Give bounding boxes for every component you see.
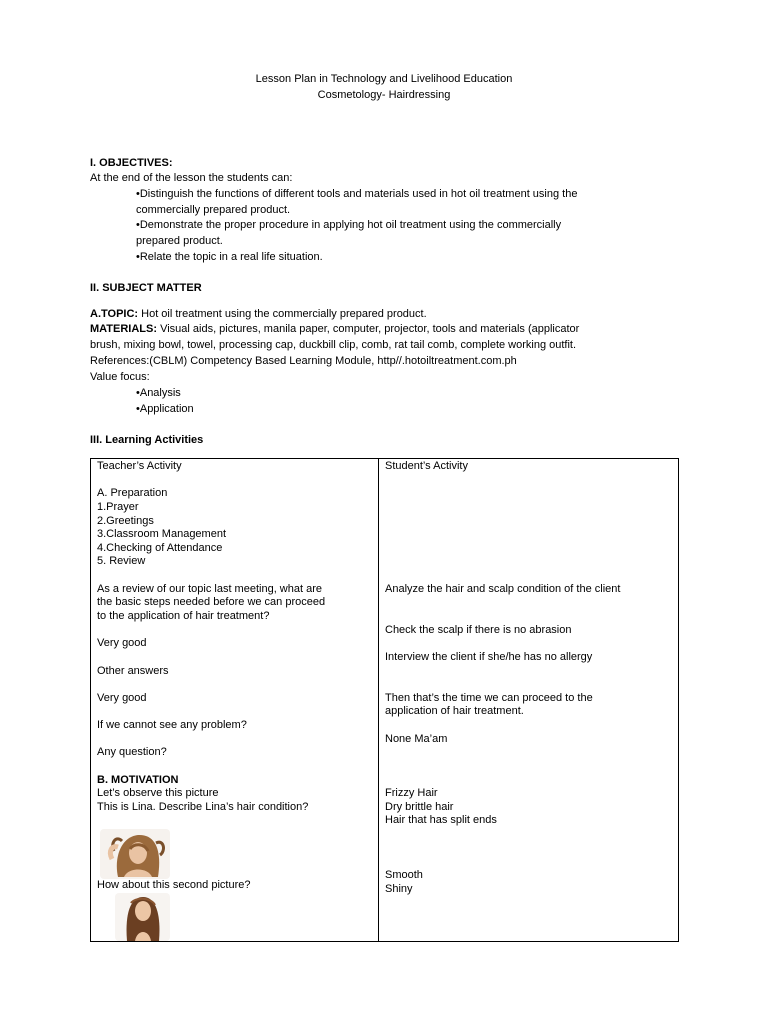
teacher-line: As a review of our topic last meeting, what are (97, 583, 322, 595)
materials-text: Visual aids, pictures, manila paper, computer, projector, tools and materials (applicator (157, 323, 580, 335)
teacher-line: 4.Checking of Attendance (97, 542, 223, 554)
student-line: None Ma’am (385, 733, 448, 745)
student-line: Analyze the hair and scalp condition of the client (385, 583, 621, 595)
frizzy-hair-photo (100, 829, 170, 879)
teacher-line: 1.Prayer (97, 501, 139, 513)
value-focus-label: Value focus: (90, 371, 150, 383)
student-line: Then that’s the time we can proceed to the (385, 692, 593, 704)
teacher-line: B. MOTIVATION (97, 774, 179, 786)
teacher-line: 3.Classroom Management (97, 528, 227, 540)
references-line: References:(CBLM) Competency Based Learning Module, http//.hotoiltreatment.com.ph (90, 355, 517, 367)
student-line: Interview the client if she/he has no allergy (385, 651, 593, 663)
teacher-line: If we cannot see any problem? (97, 719, 247, 731)
objective-line: commercially prepared product. (136, 204, 291, 216)
value-item: •Analysis (136, 387, 181, 399)
teacher-line: Other answers (97, 665, 169, 677)
teacher-line: Let’s observe this picture (97, 787, 219, 799)
teacher-line: to the application of hair treatment? (97, 610, 270, 622)
objective-line: •Distinguish the functions of different tools and materials used in hot oil treatment using the (136, 188, 578, 200)
topic-line (90, 307, 427, 321)
teacher-line: Very good (97, 637, 147, 649)
student-line: Frizzy Hair (385, 787, 438, 799)
teacher-line: 5. Review (97, 555, 146, 567)
topic-label: A.TOPIC: (90, 308, 139, 320)
doc-subtitle: Cosmetology- Hairdressing (317, 89, 451, 101)
objectives-heading: I. OBJECTIVES: (90, 157, 173, 169)
student-line: Shiny (385, 883, 413, 895)
subject-matter-heading: II. SUBJECT MATTER (90, 282, 202, 294)
student-column-header: Student’s Activity (385, 460, 468, 472)
teacher-line: the basic steps needed before we can proceed (97, 596, 326, 608)
objective-line: •Relate the topic in a real life situation. (136, 251, 323, 263)
value-item: •Application (136, 403, 194, 415)
objective-line: •Demonstrate the proper procedure in applying hot oil treatment using the commercially (136, 219, 562, 231)
teacher-line: 2.Greetings (97, 515, 154, 527)
teacher-column (91, 459, 379, 942)
teacher-line: How about this second picture? (97, 879, 251, 891)
objective-line: prepared product. (136, 235, 223, 247)
activities-table (90, 458, 679, 942)
teacher-line: Any question? (97, 746, 167, 758)
teacher-line: This is Lina. Describe Lina’s hair condition? (97, 801, 309, 813)
materials-label: MATERIALS: (90, 323, 158, 335)
objectives-intro: At the end of the lesson the students can: (90, 172, 293, 184)
teacher-line: Very good (97, 692, 147, 704)
materials-line-2: brush, mixing bowl, towel, processing cap, duckbill clip, comb, rat tail comb, complete working outfit. (90, 339, 577, 351)
smooth-hair-photo (115, 893, 170, 941)
student-line: Dry brittle hair (385, 801, 454, 813)
student-line: Check the scalp if there is no abrasion (385, 624, 572, 636)
teacher-column-header: Teacher’s Activity (97, 460, 182, 472)
doc-title: Lesson Plan in Technology and Livelihood Education (255, 73, 513, 85)
materials-line (90, 322, 579, 336)
learning-heading: III. Learning Activities (90, 434, 204, 446)
topic-text: Hot oil treatment using the commercially prepared product. (138, 308, 427, 320)
student-line: Smooth (385, 869, 423, 881)
student-column (379, 459, 679, 942)
teacher-line: A. Preparation (97, 487, 168, 499)
student-line: Hair that has split ends (385, 814, 497, 826)
student-line: application of hair treatment. (385, 705, 524, 717)
